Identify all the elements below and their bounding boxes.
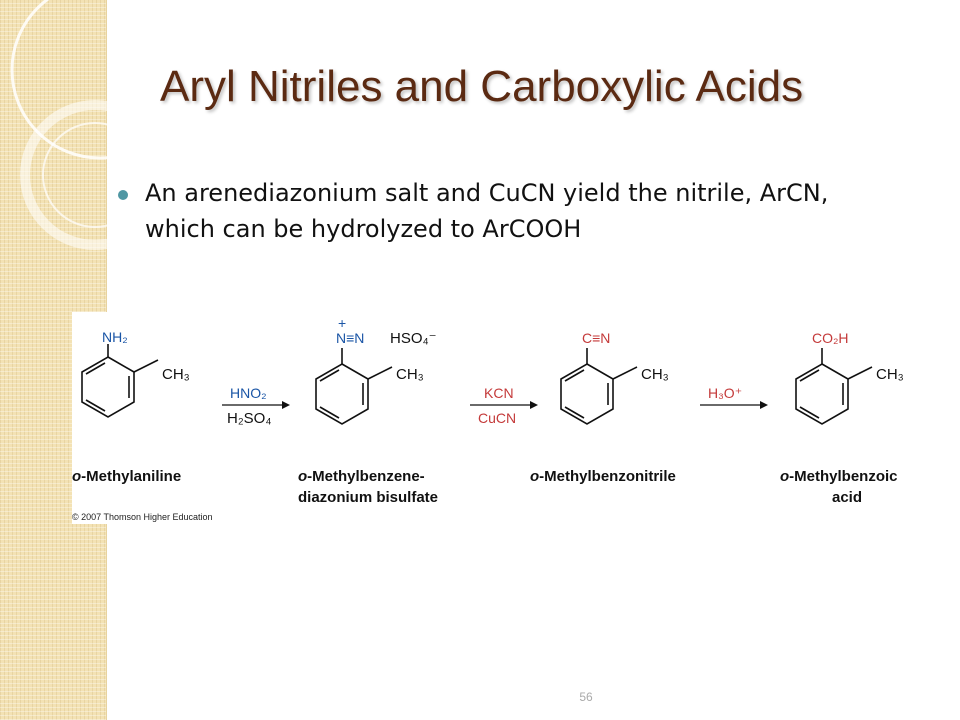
arrow-3-reagent-above: H₃O⁺ (708, 385, 743, 401)
arrow-2-head (530, 401, 538, 409)
arrow-2-reagent-below: CuCN (478, 410, 517, 426)
reaction-scheme-figure (72, 312, 932, 524)
name-4-line-1: o-Methylbenzoic (780, 468, 898, 485)
name-4-line-2: acid (832, 489, 863, 506)
bullet-icon (118, 190, 128, 200)
arrow-2-reagent-above: KCN (484, 385, 514, 401)
charge-2: + (338, 315, 347, 331)
name-3: o-Methylbenzonitrile (530, 468, 676, 485)
arrow-1-reagent-below: H₂SO₄ (227, 410, 272, 427)
decorative-circles (0, 0, 160, 260)
methyl-3: CH₃ (641, 366, 669, 383)
name-1: o-Methylaniline (72, 468, 182, 485)
bullet-line-2: which can be hydrolyzed to ArCOOH (145, 215, 582, 243)
compound-nitrile (561, 348, 637, 424)
substituent-3: C≡N (582, 330, 611, 346)
compound-benzoic-acid (796, 348, 872, 424)
name-2-line-1: o-Methylbenzene- (298, 468, 425, 485)
bullet-text (145, 175, 925, 247)
methyl-2: CH₃ (396, 366, 424, 383)
page-number: 56 (579, 690, 593, 704)
bullet-line-1: An arenediazonium salt and CuCN yield the nitrile, ArCN, (145, 179, 829, 207)
substituent-4: CO₂H (812, 330, 849, 346)
methyl-4: CH₃ (876, 366, 904, 383)
counter-ion-2: HSO₄⁻ (390, 330, 437, 347)
compound-diazonium (316, 348, 392, 424)
arrow-3-head (760, 401, 768, 409)
methyl-1: CH₃ (162, 366, 190, 383)
arrow-1-reagent-above: HNO₂ (230, 385, 267, 401)
copyright-notice: © 2007 Thomson Higher Education (72, 512, 213, 522)
substituent-1: NH₂ (102, 329, 128, 345)
substituent-2: N≡N (336, 330, 365, 346)
reaction-scheme-drawing (72, 312, 932, 524)
slide-title: Aryl Nitriles and Carboxylic Acids (160, 62, 804, 111)
arrow-1-head (282, 401, 290, 409)
name-2-line-2: diazonium bisulfate (298, 489, 439, 506)
compound-methylaniline (82, 344, 158, 417)
